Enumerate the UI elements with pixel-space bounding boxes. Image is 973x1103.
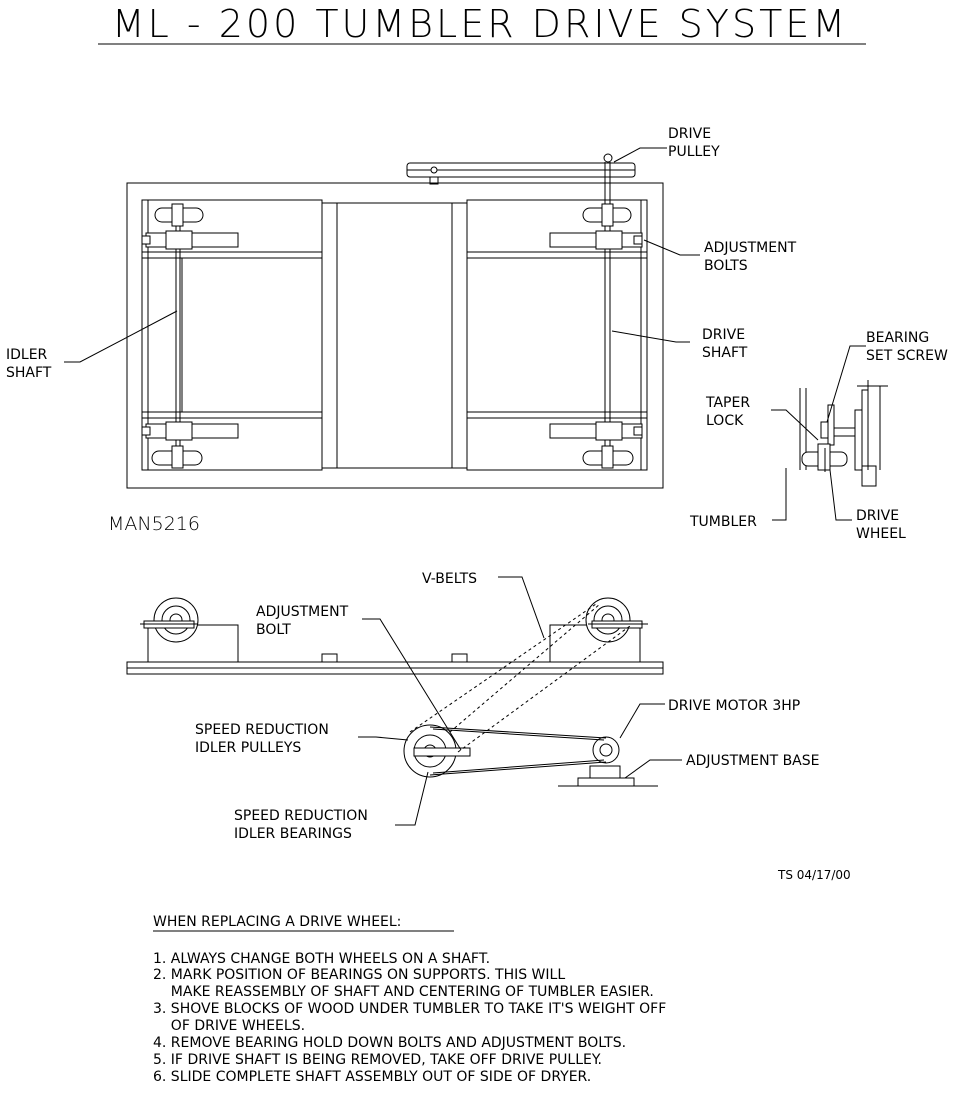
instruction-line: 2. MARK POSITION OF BEARINGS ON SUPPORTS. THIS WILL (153, 967, 566, 983)
label-adjustment-bolt-1: ADJUSTMENT (256, 604, 349, 620)
instruction-line: MAKE REASSEMBLY OF SHAFT AND CENTERING OF TUMBLER EASIER. (153, 984, 654, 1000)
page-title: ML - 200 TUMBLER DRIVE SYSTEM (111, 2, 849, 46)
side-detail (800, 380, 888, 486)
drive-wheel-br (583, 446, 633, 468)
label-bearing-set-screw-1: BEARING (866, 330, 930, 346)
label-drive-pulley-2: PULLEY (668, 144, 720, 160)
v-belt-2 (458, 626, 630, 752)
label-adjustment-base: ADJUSTMENT BASE (686, 753, 820, 769)
top-frame (127, 183, 663, 488)
label-speed-reduction-bearings-1: SPEED REDUCTION (234, 808, 368, 824)
label-drive-shaft-2: SHAFT (702, 345, 748, 361)
drive-wheel-bl (152, 446, 202, 468)
drawing-number: MAN5216 (108, 513, 200, 535)
elevation-leaders (358, 577, 682, 825)
bearing-block-tr (550, 231, 642, 249)
instruction-line: 6. SLIDE COMPLETE SHAFT ASSEMBLY OUT OF SIDE OF DRYER. (153, 1069, 592, 1085)
label-taper-lock-2: LOCK (706, 413, 744, 429)
instruction-line: 4. REMOVE BEARING HOLD DOWN BOLTS AND ADJUSTMENT BOLTS. (153, 1035, 627, 1051)
instruction-line: 5. IF DRIVE SHAFT IS BEING REMOVED, TAKE OFF DRIVE PULLEY. (153, 1052, 602, 1068)
drive-motor (558, 737, 658, 786)
bearing-block-tl (142, 231, 238, 249)
label-drive-pulley-1: DRIVE (668, 126, 712, 142)
revision-stamp: TS 04/17/00 (778, 868, 851, 882)
bearing-block-bl (142, 422, 238, 440)
drive-wheel-tl (155, 204, 203, 226)
drive-wheel-tr (583, 204, 631, 226)
label-bearing-set-screw-2: SET SCREW (866, 348, 948, 364)
label-speed-reduction-pulleys-1: SPEED REDUCTION (195, 722, 329, 738)
label-v-belts: V-BELTS (422, 571, 478, 587)
elevation-view (127, 598, 663, 786)
instruction-line: OF DRIVE WHEELS. (153, 1018, 306, 1034)
label-tumbler: TUMBLER (690, 514, 757, 530)
bearing-block-br (550, 422, 642, 440)
label-drive-motor: DRIVE MOTOR 3HP (668, 698, 801, 714)
label-adjustment-bolts-1: ADJUSTMENT (704, 240, 797, 256)
label-speed-reduction-pulleys-2: IDLER PULLEYS (195, 740, 302, 756)
label-idler-shaft-2: SHAFT (6, 365, 52, 381)
label-speed-reduction-bearings-2: IDLER BEARINGS (234, 826, 352, 842)
label-drive-shaft-1: DRIVE (702, 327, 746, 343)
label-drive-wheel-2: WHEEL (856, 526, 906, 542)
label-idler-shaft-1: IDLER (6, 347, 48, 363)
label-drive-wheel-1: DRIVE (856, 508, 900, 524)
instructions-heading: WHEN REPLACING A DRIVE WHEEL: (153, 914, 402, 930)
instruction-line: 3. SHOVE BLOCKS OF WOOD UNDER TUMBLER TO TAKE IT'S WEIGHT OFF (153, 1001, 667, 1017)
label-adjustment-bolts-2: BOLTS (704, 258, 748, 274)
instruction-line: 1. ALWAYS CHANGE BOTH WHEELS ON A SHAFT. (153, 951, 491, 967)
label-taper-lock-1: TAPER (706, 395, 751, 411)
top-view (127, 154, 663, 488)
label-adjustment-bolt-2: BOLT (256, 622, 291, 638)
